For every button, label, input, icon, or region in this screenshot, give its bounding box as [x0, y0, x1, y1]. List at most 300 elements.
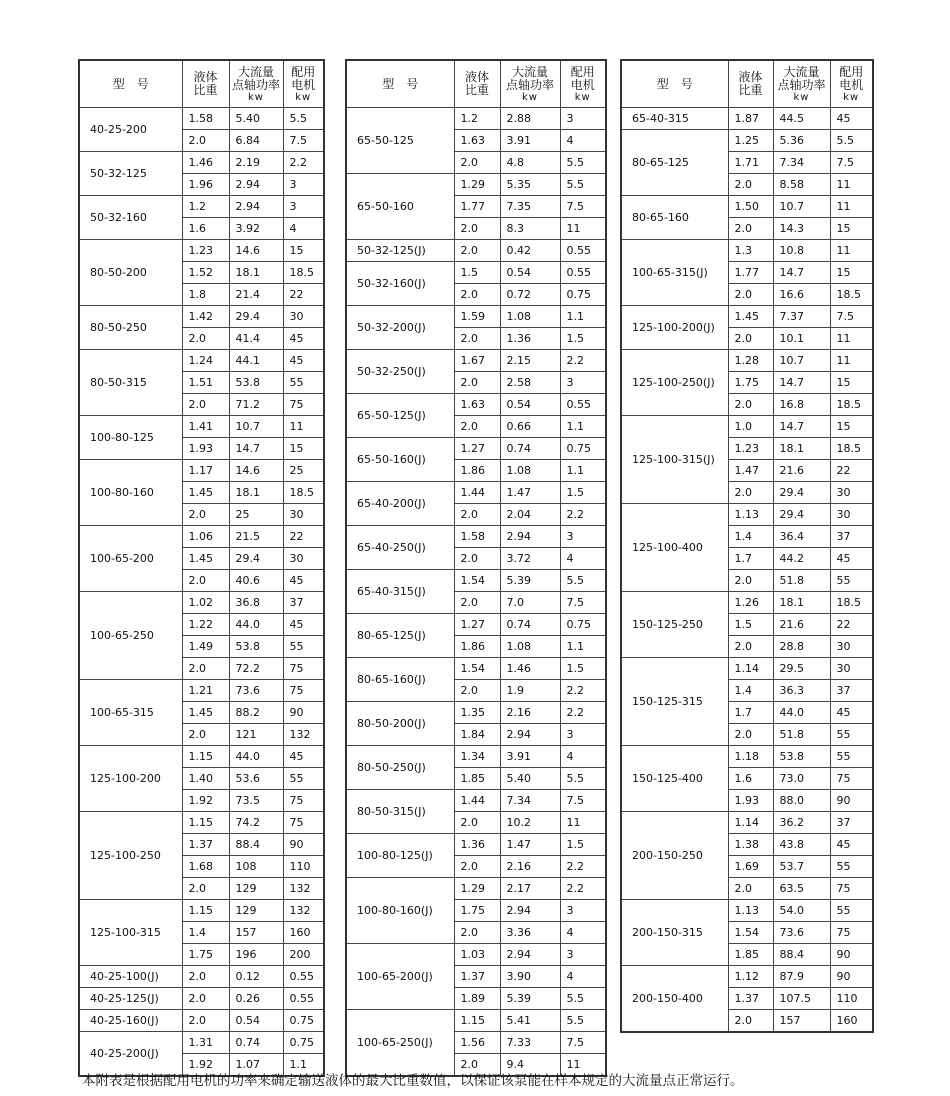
- gravity-cell: 1.6: [728, 768, 773, 790]
- motor-cell: 75: [830, 878, 873, 900]
- motor-cell: 15: [283, 438, 324, 460]
- motor-cell: 3: [283, 196, 324, 218]
- gravity-cell: 1.96: [182, 174, 229, 196]
- gravity-cell: 1.5: [454, 262, 500, 284]
- power-cell: 1.08: [500, 636, 560, 658]
- motor-cell: 7.5: [560, 1032, 606, 1054]
- power-cell: 29.4: [229, 548, 283, 570]
- motor-cell: 37: [830, 812, 873, 834]
- power-cell: 5.40: [500, 768, 560, 790]
- table-row: [621, 108, 873, 130]
- power-header-text: 点轴功率: [777, 77, 826, 92]
- motor-cell: 2.2: [560, 504, 606, 526]
- power-cell: 0.42: [500, 240, 560, 262]
- model-cell: 65-50-125(J): [346, 394, 454, 438]
- motor-cell: 5.5: [560, 174, 606, 196]
- power-cell: 10.7: [773, 350, 830, 372]
- model-cell: 50-32-160: [79, 196, 182, 240]
- motor-cell: 30: [283, 504, 324, 526]
- power-cell: 108: [229, 856, 283, 878]
- motor-cell: 1.1: [560, 416, 606, 438]
- power-cell: 5.36: [773, 130, 830, 152]
- motor-cell: 1.1: [560, 306, 606, 328]
- power-cell: 2.94: [500, 944, 560, 966]
- power-cell: 0.74: [229, 1032, 283, 1054]
- gravity-cell: 2.0: [728, 482, 773, 504]
- gravity-cell: 2.0: [454, 240, 500, 262]
- table-row: [79, 966, 324, 988]
- power-cell: 40.6: [229, 570, 283, 592]
- model-cell: 50-32-200(J): [346, 306, 454, 350]
- model-cell: 100-80-125(J): [346, 834, 454, 878]
- model-header: [346, 60, 454, 108]
- motor-cell: 160: [830, 1010, 873, 1033]
- gravity-cell: 1.24: [182, 350, 229, 372]
- table-row: [621, 592, 873, 614]
- motor-cell: 11: [830, 196, 873, 218]
- table-row: [79, 526, 324, 548]
- power-cell: 1.08: [500, 306, 560, 328]
- gravity-cell: 2.0: [454, 812, 500, 834]
- gravity-cell: 1.7: [728, 702, 773, 724]
- motor-cell: 7.5: [830, 152, 873, 174]
- motor-cell: 15: [830, 218, 873, 240]
- power-cell: 44.2: [773, 548, 830, 570]
- gravity-cell: 1.29: [454, 174, 500, 196]
- table-row: [79, 306, 324, 328]
- motor-cell: 132: [283, 724, 324, 746]
- gravity-cell: 2.0: [182, 130, 229, 152]
- power-cell: 2.04: [500, 504, 560, 526]
- motor-cell: 2.2: [560, 878, 606, 900]
- power-cell: 53.8: [229, 636, 283, 658]
- power-cell: 14.7: [773, 372, 830, 394]
- motor-header-text: 配用: [291, 64, 316, 79]
- power-cell: 63.5: [773, 878, 830, 900]
- motor-cell: 11: [830, 240, 873, 262]
- power-cell: 2.16: [500, 702, 560, 724]
- table-row: [79, 108, 324, 130]
- power-header: [500, 60, 560, 108]
- gravity-cell: 1.18: [728, 746, 773, 768]
- model-header-text: 型 号: [112, 76, 149, 91]
- motor-header-text: 配用: [839, 64, 864, 79]
- motor-cell: 30: [830, 504, 873, 526]
- gravity-cell: 2.0: [182, 504, 229, 526]
- power-cell: 1.08: [500, 460, 560, 482]
- motor-cell: 1.1: [283, 1054, 324, 1077]
- motor-cell: 45: [283, 570, 324, 592]
- motor-cell: 1.5: [560, 328, 606, 350]
- power-cell: 5.39: [500, 570, 560, 592]
- power-cell: 21.6: [773, 614, 830, 636]
- gravity-cell: 1.45: [182, 702, 229, 724]
- table-row: [621, 900, 873, 922]
- power-cell: 1.9: [500, 680, 560, 702]
- table-row: [621, 240, 873, 262]
- motor-cell: 7.5: [560, 196, 606, 218]
- power-header-text: 点轴功率: [505, 77, 554, 92]
- motor-cell: 90: [830, 966, 873, 988]
- gravity-cell: 1.37: [728, 988, 773, 1010]
- power-header-text: 大流量: [511, 64, 548, 79]
- table-row: [79, 988, 324, 1010]
- gravity-cell: 1.26: [728, 592, 773, 614]
- power-cell: 73.0: [773, 768, 830, 790]
- motor-cell: 18.5: [830, 592, 873, 614]
- motor-cell: 4: [560, 548, 606, 570]
- motor-cell: 37: [830, 680, 873, 702]
- power-cell: 18.1: [229, 262, 283, 284]
- motor-cell: 132: [283, 878, 324, 900]
- motor-cell: 45: [283, 746, 324, 768]
- power-cell: 18.1: [773, 438, 830, 460]
- power-cell: 51.8: [773, 724, 830, 746]
- gravity-cell: 1.02: [182, 592, 229, 614]
- motor-cell: 75: [830, 768, 873, 790]
- power-cell: 7.34: [500, 790, 560, 812]
- motor-cell: 110: [830, 988, 873, 1010]
- power-cell: 29.4: [773, 482, 830, 504]
- table-row: [79, 416, 324, 438]
- gravity-cell: 1.25: [728, 130, 773, 152]
- power-cell: 44.1: [229, 350, 283, 372]
- gravity-cell: 1.47: [728, 460, 773, 482]
- motor-cell: 0.55: [560, 262, 606, 284]
- motor-cell: 15: [830, 416, 873, 438]
- power-cell: 7.37: [773, 306, 830, 328]
- gravity-cell: 1.40: [182, 768, 229, 790]
- motor-cell: 90: [830, 944, 873, 966]
- power-cell: 0.74: [500, 438, 560, 460]
- motor-cell: 5.5: [283, 108, 324, 130]
- table-row: [346, 658, 606, 680]
- power-cell: 1.47: [500, 834, 560, 856]
- gravity-cell: 2.0: [728, 724, 773, 746]
- motor-cell: 55: [830, 724, 873, 746]
- motor-cell: 0.75: [283, 1010, 324, 1032]
- motor-cell: 55: [830, 900, 873, 922]
- power-cell: 25: [229, 504, 283, 526]
- motor-cell: 7.5: [830, 306, 873, 328]
- power-cell: 44.0: [229, 614, 283, 636]
- table-row: [621, 416, 873, 438]
- gravity-cell: 1.93: [728, 790, 773, 812]
- model-cell: 50-32-125: [79, 152, 182, 196]
- gravity-cell: 1.45: [182, 548, 229, 570]
- gravity-cell: 2.0: [454, 922, 500, 944]
- model-cell: 80-50-250(J): [346, 746, 454, 790]
- power-cell: 29.4: [773, 504, 830, 526]
- gravity-cell: 1.75: [182, 944, 229, 966]
- motor-header-text: 配用: [570, 64, 595, 79]
- motor-cell: 5.5: [560, 988, 606, 1010]
- motor-cell: 90: [283, 702, 324, 724]
- power-cell: 53.8: [229, 372, 283, 394]
- power-cell: 73.5: [229, 790, 283, 812]
- motor-cell: 1.5: [560, 834, 606, 856]
- power-cell: 14.3: [773, 218, 830, 240]
- gravity-cell: 1.37: [454, 966, 500, 988]
- gravity-cell: 1.27: [454, 614, 500, 636]
- model-cell: 80-65-125: [621, 130, 728, 196]
- power-cell: 8.58: [773, 174, 830, 196]
- gravity-cell: 1.2: [454, 108, 500, 130]
- gravity-cell: 1.71: [728, 152, 773, 174]
- power-cell: 2.58: [500, 372, 560, 394]
- motor-cell: 11: [560, 812, 606, 834]
- model-cell: 50-32-250(J): [346, 350, 454, 394]
- gravity-cell: 2.0: [728, 218, 773, 240]
- gravity-cell: 1.37: [182, 834, 229, 856]
- power-header-text: kw: [793, 91, 810, 103]
- gravity-cell: 1.46: [182, 152, 229, 174]
- table-row: [621, 306, 873, 328]
- gravity-cell: 2.0: [728, 328, 773, 350]
- gravity-cell: 1.45: [728, 306, 773, 328]
- power-cell: 73.6: [229, 680, 283, 702]
- power-cell: 1.36: [500, 328, 560, 350]
- motor-cell: 75: [283, 394, 324, 416]
- gravity-cell: 1.86: [454, 636, 500, 658]
- power-cell: 3.91: [500, 130, 560, 152]
- gravity-cell: 2.0: [454, 218, 500, 240]
- gravity-cell: 1.35: [454, 702, 500, 724]
- motor-cell: 11: [830, 174, 873, 196]
- power-cell: 21.4: [229, 284, 283, 306]
- motor-cell: 45: [830, 108, 873, 130]
- power-cell: 43.8: [773, 834, 830, 856]
- gravity-cell: 1.13: [728, 504, 773, 526]
- power-cell: 6.84: [229, 130, 283, 152]
- gravity-cell: 1.75: [728, 372, 773, 394]
- motor-cell: 22: [283, 526, 324, 548]
- motor-cell: 0.55: [560, 240, 606, 262]
- power-cell: 44.0: [229, 746, 283, 768]
- power-cell: 0.66: [500, 416, 560, 438]
- motor-cell: 3: [560, 372, 606, 394]
- table-row: [621, 966, 873, 988]
- motor-cell: 25: [283, 460, 324, 482]
- model-cell: 65-40-315: [621, 108, 728, 130]
- model-cell: 65-50-160: [346, 174, 454, 240]
- gravity-cell: 2.0: [454, 372, 500, 394]
- table-row: [346, 394, 606, 416]
- motor-cell: 4: [560, 746, 606, 768]
- table-row: [79, 746, 324, 768]
- power-cell: 41.4: [229, 328, 283, 350]
- motor-cell: 2.2: [283, 152, 324, 174]
- model-cell: 125-100-315: [79, 900, 182, 966]
- power-cell: 129: [229, 878, 283, 900]
- gravity-cell: 1.59: [454, 306, 500, 328]
- gravity-cell: 1.5: [728, 614, 773, 636]
- gravity-cell: 1.23: [182, 240, 229, 262]
- power-cell: 5.39: [500, 988, 560, 1010]
- power-cell: 10.1: [773, 328, 830, 350]
- motor-cell: 30: [830, 636, 873, 658]
- motor-header-text: 电机: [291, 77, 316, 92]
- model-cell: 80-50-250: [79, 306, 182, 350]
- gravity-cell: 1.54: [454, 570, 500, 592]
- gravity-cell: 1.69: [728, 856, 773, 878]
- power-cell: 44.5: [773, 108, 830, 130]
- gravity-cell: 1.0: [728, 416, 773, 438]
- motor-cell: 75: [283, 812, 324, 834]
- gravity-cell: 1.92: [182, 790, 229, 812]
- gravity-cell: 1.58: [182, 108, 229, 130]
- power-cell: 88.2: [229, 702, 283, 724]
- gravity-cell: 1.63: [454, 394, 500, 416]
- power-cell: 36.4: [773, 526, 830, 548]
- gravity-cell: 2.0: [454, 1054, 500, 1077]
- table-row: [346, 790, 606, 812]
- motor-cell: 90: [830, 790, 873, 812]
- gravity-cell: 2.0: [182, 658, 229, 680]
- model-cell: 150-125-400: [621, 746, 728, 812]
- model-cell: 40-25-125(J): [79, 988, 182, 1010]
- model-cell: 100-80-160(J): [346, 878, 454, 944]
- table-row: [621, 196, 873, 218]
- model-cell: 50-32-160(J): [346, 262, 454, 306]
- model-cell: 100-80-125: [79, 416, 182, 460]
- gravity-cell: 1.27: [454, 438, 500, 460]
- motor-cell: 11: [830, 350, 873, 372]
- motor-cell: 18.5: [283, 482, 324, 504]
- model-cell: 80-50-315: [79, 350, 182, 416]
- gravity-cell: 1.77: [454, 196, 500, 218]
- power-header-text: 点轴功率: [231, 77, 280, 92]
- table-row: [79, 680, 324, 702]
- model-cell: 80-65-160: [621, 196, 728, 240]
- gravity-cell: 1.77: [728, 262, 773, 284]
- motor-cell: 75: [283, 658, 324, 680]
- motor-cell: 5.5: [560, 152, 606, 174]
- motor-cell: 0.55: [283, 966, 324, 988]
- motor-cell: 45: [283, 350, 324, 372]
- power-cell: 2.94: [229, 196, 283, 218]
- motor-cell: 3: [560, 108, 606, 130]
- model-cell: 200-150-400: [621, 966, 728, 1033]
- power-cell: 14.7: [773, 416, 830, 438]
- power-cell: 10.7: [229, 416, 283, 438]
- power-cell: 53.7: [773, 856, 830, 878]
- power-cell: 1.47: [500, 482, 560, 504]
- model-cell: 100-65-315: [79, 680, 182, 746]
- gravity-cell: 1.45: [182, 482, 229, 504]
- model-cell: 80-50-200: [79, 240, 182, 306]
- power-cell: 53.6: [229, 768, 283, 790]
- power-cell: 7.0: [500, 592, 560, 614]
- model-cell: 100-65-200(J): [346, 944, 454, 1010]
- table-row: [79, 196, 324, 218]
- power-cell: 71.2: [229, 394, 283, 416]
- power-cell: 88.4: [229, 834, 283, 856]
- motor-cell: 15: [830, 262, 873, 284]
- motor-cell: 3: [560, 900, 606, 922]
- power-cell: 3.36: [500, 922, 560, 944]
- gravity-header-text: 液体: [464, 70, 489, 84]
- table-row: [346, 438, 606, 460]
- power-cell: 107.5: [773, 988, 830, 1010]
- power-cell: 36.8: [229, 592, 283, 614]
- table-row: [346, 944, 606, 966]
- power-cell: 121: [229, 724, 283, 746]
- motor-cell: 1.1: [560, 636, 606, 658]
- gravity-cell: 1.93: [182, 438, 229, 460]
- model-cell: 150-125-315: [621, 658, 728, 746]
- gravity-cell: 2.0: [454, 548, 500, 570]
- power-cell: 0.54: [500, 262, 560, 284]
- power-cell: 73.6: [773, 922, 830, 944]
- motor-cell: 75: [283, 680, 324, 702]
- table-row: [79, 812, 324, 834]
- motor-cell: 55: [283, 768, 324, 790]
- motor-cell: 11: [830, 328, 873, 350]
- gravity-cell: 1.15: [182, 812, 229, 834]
- power-cell: 21.6: [773, 460, 830, 482]
- motor-header: [830, 60, 873, 108]
- power-header-text: kw: [522, 91, 538, 103]
- motor-cell: 2.2: [560, 856, 606, 878]
- motor-cell: 2.2: [560, 350, 606, 372]
- motor-cell: 18.5: [283, 262, 324, 284]
- power-cell: 2.17: [500, 878, 560, 900]
- model-header-text: 型 号: [656, 76, 693, 91]
- performance-table-3: [620, 59, 874, 1033]
- gravity-cell: 1.38: [728, 834, 773, 856]
- gravity-cell: 2.0: [182, 724, 229, 746]
- gravity-cell: 1.85: [454, 768, 500, 790]
- gravity-cell: 1.15: [182, 746, 229, 768]
- motor-cell: 0.55: [560, 394, 606, 416]
- table-row: [621, 504, 873, 526]
- gravity-header: [454, 60, 500, 108]
- table-row: [346, 526, 606, 548]
- motor-header-text: kw: [295, 91, 312, 103]
- motor-cell: 4: [560, 922, 606, 944]
- motor-cell: 18.5: [830, 438, 873, 460]
- gravity-header-text: 比重: [193, 83, 218, 97]
- model-cell: 100-80-160: [79, 460, 182, 526]
- gravity-cell: 2.0: [728, 878, 773, 900]
- power-cell: 10.2: [500, 812, 560, 834]
- motor-cell: 4: [283, 218, 324, 240]
- table-row: [621, 746, 873, 768]
- table-row: [346, 878, 606, 900]
- power-cell: 14.6: [229, 460, 283, 482]
- gravity-cell: 1.86: [454, 460, 500, 482]
- table-row: [621, 812, 873, 834]
- gravity-cell: 1.21: [182, 680, 229, 702]
- power-cell: 0.26: [229, 988, 283, 1010]
- motor-cell: 75: [830, 922, 873, 944]
- motor-cell: 11: [283, 416, 324, 438]
- power-cell: 196: [229, 944, 283, 966]
- motor-header-text: 电机: [839, 77, 864, 92]
- motor-cell: 15: [283, 240, 324, 262]
- power-cell: 3.91: [500, 746, 560, 768]
- gravity-cell: 2.0: [454, 592, 500, 614]
- gravity-cell: 2.0: [728, 570, 773, 592]
- motor-cell: 110: [283, 856, 324, 878]
- table-row: [346, 746, 606, 768]
- power-cell: 88.4: [773, 944, 830, 966]
- gravity-cell: 2.0: [454, 152, 500, 174]
- motor-cell: 55: [283, 636, 324, 658]
- gravity-cell: 1.15: [182, 900, 229, 922]
- motor-header: [283, 60, 324, 108]
